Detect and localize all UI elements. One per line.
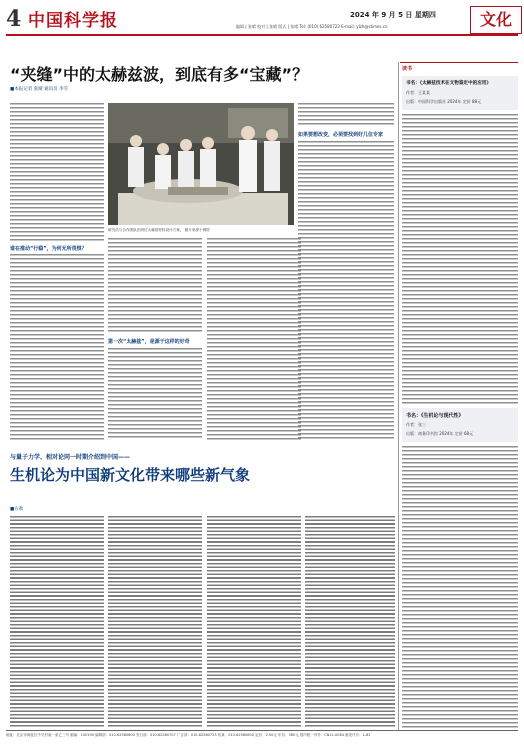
article1-subhead-1: 谁在推动“行稳”，为何无所畏惧？ <box>10 246 87 252</box>
sidebar2-author: 作者：张三 <box>406 422 426 427</box>
sidebar1-author: 作者：王某某 <box>406 90 430 95</box>
sidebar2-book-title: 书名：《生机论与现代性》 <box>406 413 464 419</box>
article1-col3-body <box>207 238 301 440</box>
sidebar2-body <box>402 446 518 728</box>
photo-caption <box>108 228 294 233</box>
lab-scene-illustration <box>108 103 294 225</box>
article1-col4-top <box>298 103 394 127</box>
article2-byline: ■方赦 <box>10 507 24 512</box>
photo-caption-text: 研究员与合作团队在研讨太赫兹材料设计方案。 <box>108 228 184 232</box>
article2-col4 <box>305 516 395 728</box>
issue-date: 2024 年 9 月 5 日 星期四 <box>350 11 436 19</box>
article1-col1-intro <box>10 103 104 243</box>
article1-photo <box>108 103 294 225</box>
sidebar1-publisher: 出版：中国科学出版社 2024年 定价 88元 <box>406 99 482 104</box>
footer-info: 地址：北京市海淀区中关村南一条乙三号 邮编：100190 编辑部：010-62580600 发行部：010-62580707 广告部：010-62580723 传真：010-62580600 定价：2.50元 年价：360元 国内统一刊号：CN11-0084 邮发代号：1-82 <box>6 733 371 737</box>
sidebar2-publisher: 出版：商务印书馆 2024年 定价 68元 <box>406 431 474 436</box>
article1-byline: ■本报记者 张晴 通讯员 李雪 <box>10 87 69 92</box>
article2-col3 <box>207 516 301 728</box>
section-tag: 文化 <box>470 6 522 34</box>
page-number: 4 <box>6 6 22 32</box>
photo-credit: 图片来源于网络 <box>184 228 210 232</box>
article1-col4-body <box>298 141 394 440</box>
article2-kicker: 与量子力学、相对论同一时期介绍到中国—— <box>10 454 131 461</box>
article2-title: 生机论为中国新文化带来哪些新气象 <box>10 466 251 484</box>
article1-col2-body <box>108 238 202 334</box>
article2-col2 <box>108 516 202 728</box>
article1-subhead-3: 如果要想改变，必须要找到好几位专家 <box>298 132 384 138</box>
masthead-logo: 中国科学报 <box>28 11 118 31</box>
column-divider <box>398 62 399 730</box>
sidebar1-book-title: 书名：《太赫兹技术在文物鉴定中的应用》 <box>406 81 491 86</box>
article1-title: “夹缝”中的太赫兹波，到底有多“宝藏”？ <box>10 65 309 84</box>
editor-meta: 编辑 | 张晴 校对 | 张晴 版式 | 张晴 Tel: (010) 62580723 E-mail: ylzh@stimes.cn <box>236 24 388 29</box>
article1-subhead-2: 第一次“太赫兹”，是源于这样的好奇 <box>108 339 190 345</box>
article1-col1-body <box>10 254 104 440</box>
article1-col2-body2 <box>108 348 202 440</box>
sidebar-heading: 读书 <box>402 66 413 72</box>
header-rule <box>6 34 518 36</box>
sidebar1-body <box>402 114 518 404</box>
article2-col1 <box>10 516 104 728</box>
footer-rule <box>6 730 518 731</box>
sidebar-top-rule <box>400 62 518 63</box>
